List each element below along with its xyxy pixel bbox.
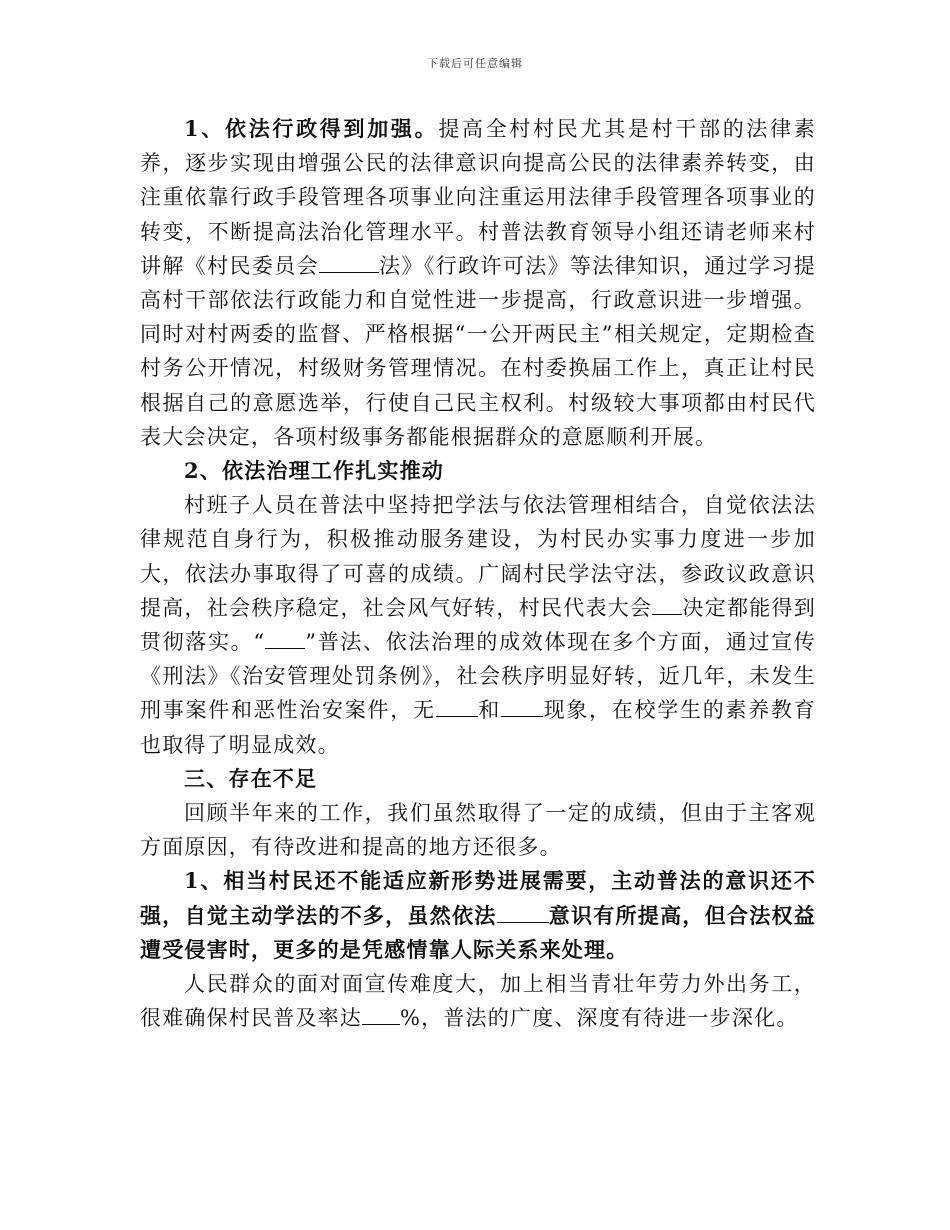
- fill-blank: [319, 252, 379, 273]
- paragraph-awareness-issue: [140, 864, 816, 967]
- paragraph-text: 意识有所提高，但合法权益遭受侵害时，更多的是凭感情靠人际关系来处理。: [140, 902, 817, 962]
- paragraph-rule-of-law-administration: [140, 112, 816, 454]
- section-heading-governance: 2、依法治理工作扎实推动: [184, 458, 445, 484]
- paragraph-text: 法》《行政许可法》等法律知识，通过学习提高村干部依法行政能力和自觉性进一步提高，行政意识进一步增强。同时对村两委的监督、严格根据“一公开两民主”相关规定，定期检查村务公开情况，村级财务管理情况。在村委换届工作上，真正让村民根据自己的意愿选举，行使自己民主权利。村级较大事项都由村民代表大会决定，各项村级事务都能根据群众的意愿顺利开展。: [140, 253, 816, 449]
- fill-blank: [501, 697, 543, 718]
- paragraph-text: 决定都能得到贯彻落实。“: [140, 595, 816, 655]
- paragraph-outreach-difficulty: [140, 967, 816, 1035]
- paragraph-text: 和: [477, 698, 502, 723]
- section-heading-shortcomings: 三、存在不足: [184, 765, 318, 791]
- paragraph-text: 1、相当村民还不能适应新形势进展需要，主动普法的意识还不强，自觉主动学法的不多，虽然依法: [140, 868, 816, 928]
- paragraph-text: 提高全村村民尤其是村干部的法律素养，逐步实现由增强公民的法律意识向提高公民的法律素养转变，由注重依靠行政手段管理各项事业向注重运用法律手段管理各项事业的转变，不断提高法治化管理水平。村普法教育领导小组还请老师来村讲解《村民委员会: [140, 117, 817, 278]
- fill-blank: [362, 1004, 400, 1025]
- section-heading: 1、依法行政得到加强。: [184, 116, 439, 141]
- paragraph-text: 现象，在校学生的素养教育也取得了明显成效。: [140, 698, 816, 757]
- paragraph-text: %，普法的广度、深度有待进一步深化。: [400, 1006, 799, 1031]
- paragraph-review: 回顾半年来的工作，我们虽然取得了一定的成绩，但由于主客观方面原因，有待改进和提高的地方还很多。: [140, 801, 816, 860]
- paragraph-text: 人民群众的面对面宣传难度大，加上相当青壮年劳力外出务工，很难确保村民普及率达: [140, 972, 816, 1031]
- paragraph-text: ”普法、依法治理的成效体现在多个方面，通过宣传《刑法》《治安管理处罚条例》，社会秩序明显好转，近几年，未发生刑事案件和恶性治安案件，无: [140, 630, 816, 723]
- fill-blank: [652, 594, 682, 615]
- fill-blank: [497, 902, 549, 923]
- paragraph-governance: [140, 488, 816, 762]
- paragraph-text: 村班子人员在普法中坚持把学法与依法管理相结合，自觉依法法律规范自身行为，积极推动服务建设，为村民办实事力度进一步加大，依法办事取得了可喜的成绩。广阔村民学法守法，参政议政意识提高，社会秩序稳定，社会风气好转，村民代表大会: [140, 493, 816, 620]
- fill-blank: [436, 697, 478, 718]
- page-header: 下载后可任意编辑: [427, 57, 523, 70]
- document-body: [140, 112, 816, 1035]
- fill-blank: [265, 628, 305, 649]
